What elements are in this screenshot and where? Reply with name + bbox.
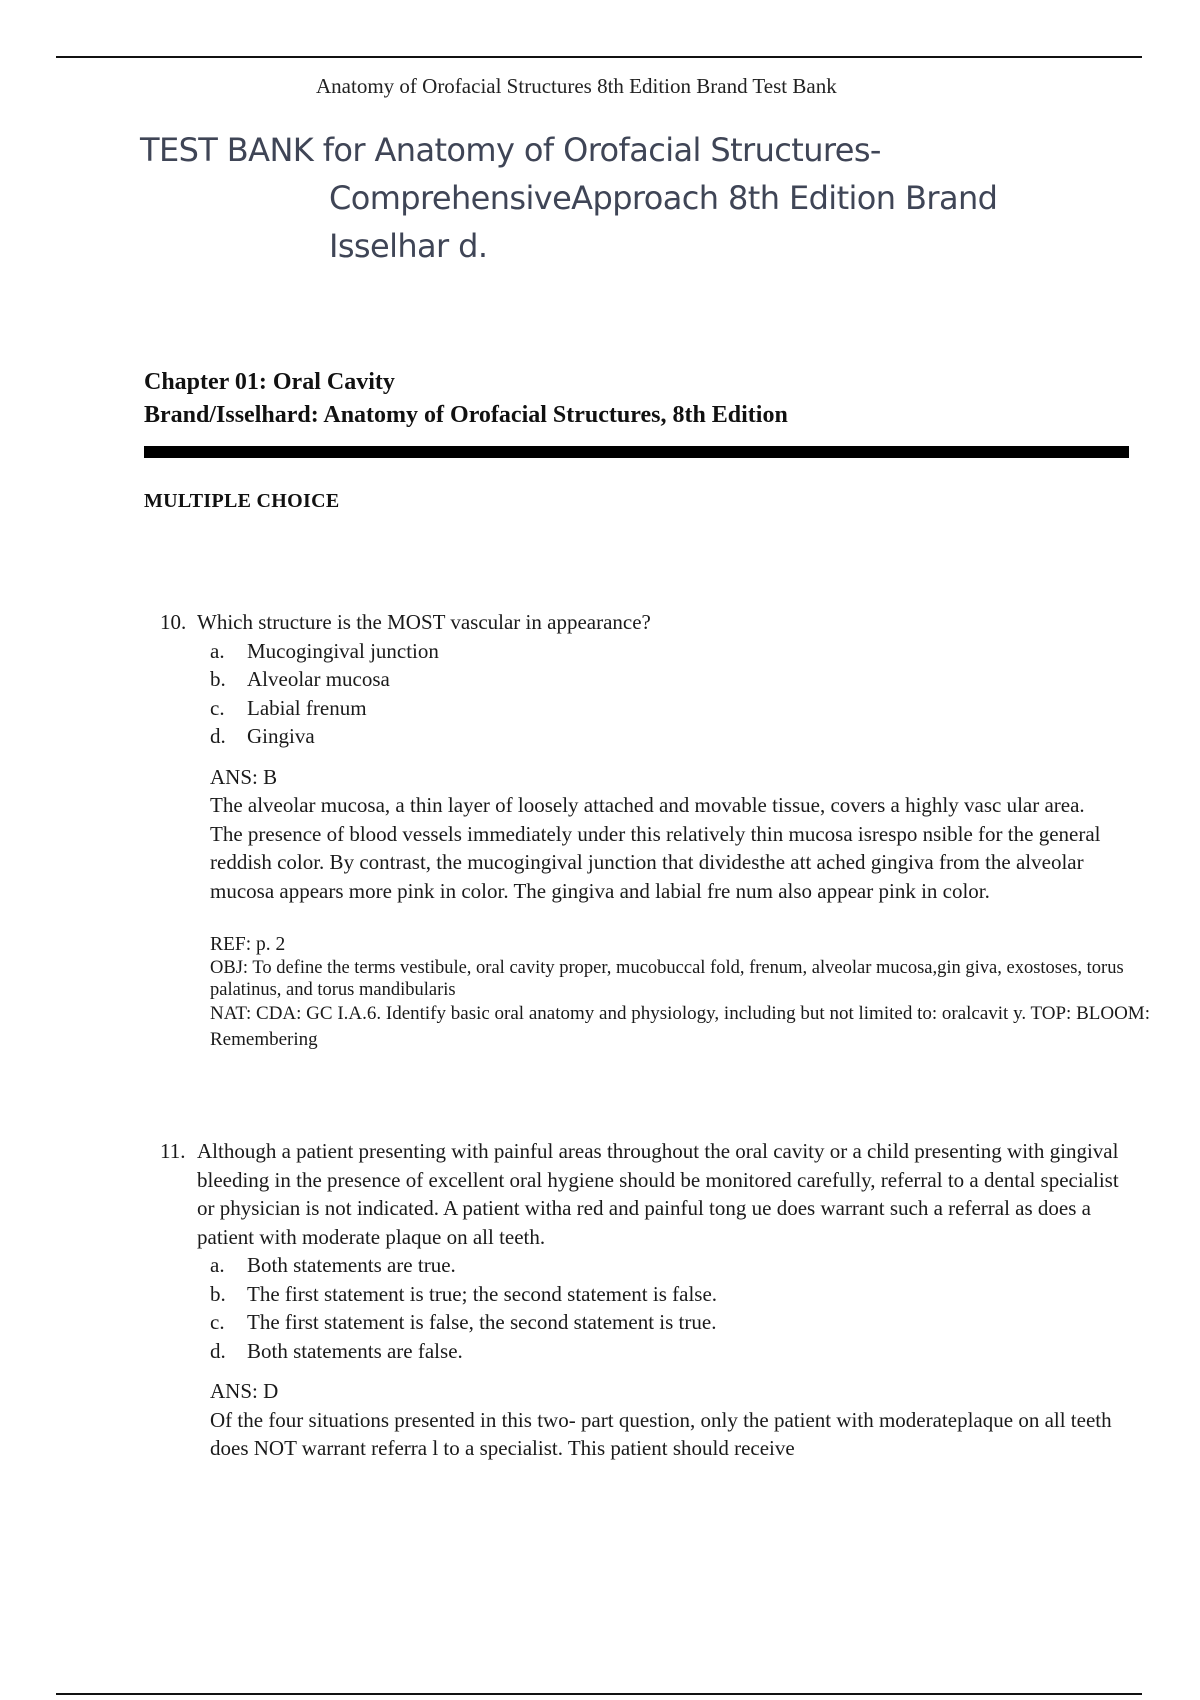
document-title [140, 126, 1089, 270]
option-text: Mucogingival junction [247, 638, 439, 663]
answer-block [160, 1377, 1140, 1463]
answer-option [160, 1280, 1140, 1309]
option-letter: c. [210, 695, 225, 720]
option-text: The first statement is true; the second statement is false. [247, 1281, 718, 1306]
answer-options [160, 637, 1140, 751]
answer-rationale: Of the four situations presented in this two- part question, only the patient with moderateplaque on all teeth does NOT warrant referra l to a specialist. This patient should receive [210, 1407, 1112, 1460]
answer-option [160, 637, 1140, 666]
question-11 [160, 1137, 1140, 1463]
question-stem [160, 608, 1140, 637]
option-text: Gingiva [247, 724, 315, 748]
chapter-heading: Chapter 01: Oral Cavity [144, 369, 395, 395]
option-letter: d. [210, 1338, 226, 1363]
option-text: Labial frenum [247, 695, 367, 720]
answer-key: ANS: D [210, 1379, 279, 1403]
question-10 [160, 608, 1150, 1053]
question-number: 11. [160, 1139, 186, 1163]
answer-option [160, 694, 1140, 723]
reference: REF: p. 2 [210, 934, 286, 955]
question-text: Although a patient presenting with painful areas throughout the oral cavity or a child presenting with gingival bleeding in the presence of excellent oral hygiene should be monitored carefully, referral to a dental specialist or physician is not indicated. A patient witha red and painful tong ue does warrant such a referral as does a patient with moderate plaque on all teeth. [197, 1139, 1119, 1249]
option-letter: b. [210, 1281, 226, 1306]
question-metadata [210, 933, 1150, 1053]
option-letter: d. [210, 724, 226, 748]
running-header: Anatomy of Orofacial Structures 8th Edition Brand Test Bank [316, 74, 837, 98]
answer-option [160, 1251, 1140, 1280]
objective: OBJ: To define the terms vestibule, oral cavity proper, mucobuccal fold, frenum, alveolar mucosa,gin giva, exostoses, torus palatinus, and torus mandibularis [210, 958, 1124, 1000]
answer-option [160, 1337, 1140, 1366]
option-text: Alveolar mucosa [247, 667, 390, 691]
option-text: Both statements are true. [247, 1253, 456, 1277]
question-number: 10. [160, 610, 187, 634]
answer-option [160, 722, 1140, 751]
answer-options [160, 1251, 1140, 1365]
option-letter: b. [210, 667, 226, 691]
answer-option [160, 665, 1140, 694]
option-letter: a. [210, 638, 225, 663]
option-text: Both statements are false. [247, 1338, 463, 1363]
option-letter: c. [210, 1310, 225, 1334]
top-rule [56, 56, 1142, 58]
answer-rationale: The alveolar mucosa, a thin layer of loosely attached and movable tissue, covers a highly vasc ular area. The presence of blood vessels immediately under this relatively thin mucosa isrespo nsible for the general reddish color. By contrast, the mucogingival junction that dividesthe att ached gingiva from the alveolar mucosa appears more pink in color. The gingiva and labial fre num also appear pink in color. [210, 793, 1101, 903]
section-label: MULTIPLE CHOICE [144, 490, 340, 512]
question-text: Which structure is the MOST vascular in appearance? [197, 610, 651, 634]
chapter-heading-block [144, 366, 788, 432]
bottom-rule [56, 1693, 1142, 1695]
answer-key: ANS: B [210, 764, 278, 789]
option-letter: a. [210, 1253, 225, 1277]
answer-option [160, 1308, 1140, 1337]
title-line-2: ComprehensiveApproach 8th Edition Brand Isselhar d. [329, 179, 998, 265]
option-text: The first statement is false, the second statement is true. [247, 1310, 717, 1334]
answer-block [160, 763, 1150, 1054]
chapter-subheading: Brand/Isselhard: Anatomy of Orofacial Structures, 8th Edition [144, 402, 788, 428]
section-divider [144, 446, 1129, 458]
national-standard: NAT: CDA: GC I.A.6. Identify basic oral anatomy and physiology, including but not limited to: oralcavit y. TOP: BLOOM: Remembering [210, 1003, 1150, 1050]
title-line-1: TEST BANK for Anatomy of Orofacial Structures- [140, 131, 881, 169]
question-stem [160, 1137, 1140, 1251]
